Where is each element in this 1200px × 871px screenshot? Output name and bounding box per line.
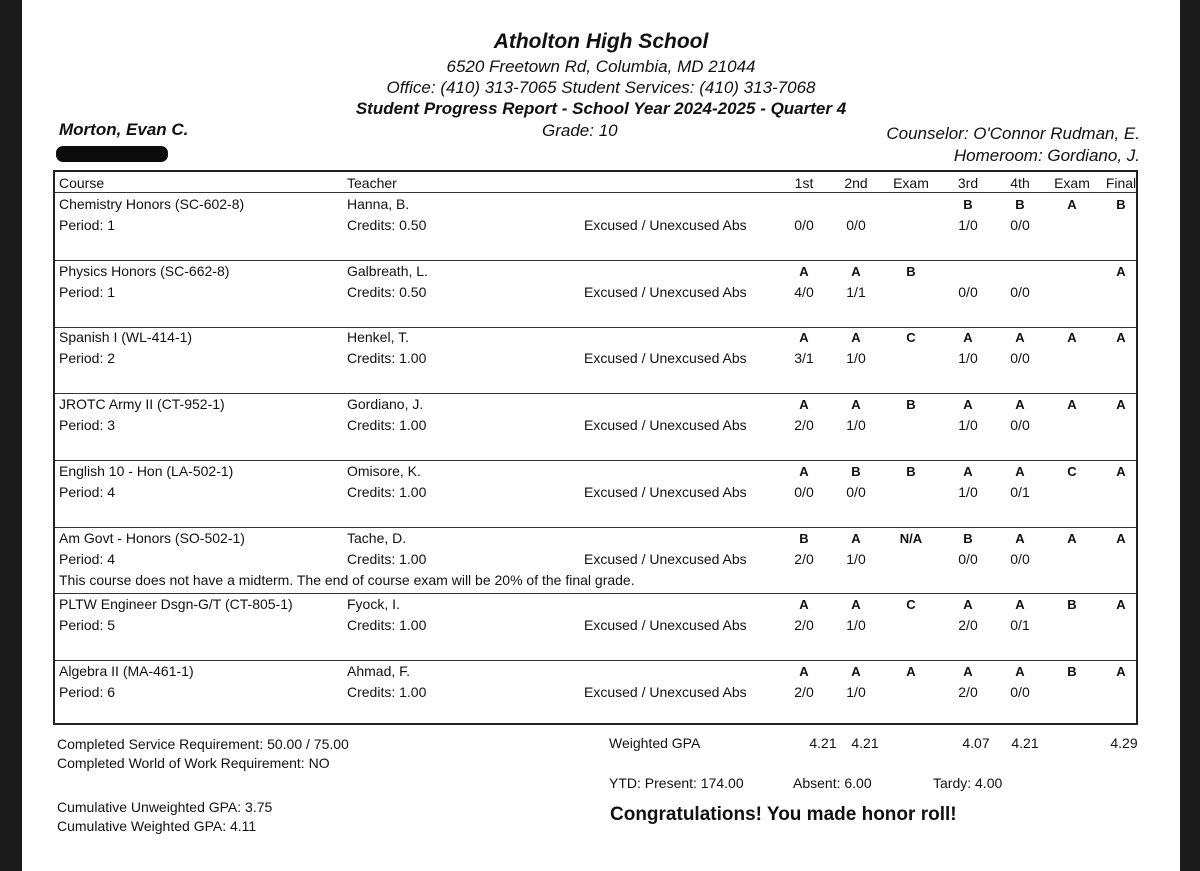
absence-label: Excused / Unexcused Abs xyxy=(584,684,747,700)
grade-q4: A xyxy=(1015,597,1025,612)
grade-final: B xyxy=(1116,197,1126,212)
row-divider xyxy=(55,260,1136,261)
grade-q4: A xyxy=(1015,397,1025,412)
grades-table xyxy=(53,170,1138,725)
course-period: Period: 1 xyxy=(59,217,116,233)
teacher-name: Gordiano, J. xyxy=(347,396,424,412)
absences-q4: 0/0 xyxy=(1010,217,1030,233)
grade-q3: A xyxy=(963,464,973,479)
grade-exam1: C xyxy=(906,597,916,612)
course-credits: Credits: 0.50 xyxy=(347,284,427,300)
world-of-work-requirement: Completed World of Work Requirement: NO xyxy=(57,755,330,771)
grade-exam1: C xyxy=(906,330,916,345)
teacher-name: Fyock, I. xyxy=(347,596,400,612)
course-credits: Credits: 1.00 xyxy=(347,417,427,433)
grade-q3: A xyxy=(963,330,973,345)
grade-q1: A xyxy=(799,464,809,479)
grade-final: A xyxy=(1116,264,1126,279)
grade-exam2: A xyxy=(1067,197,1077,212)
grade-q1: B xyxy=(799,531,809,546)
absences-q2: 1/0 xyxy=(846,350,866,366)
weighted-gpa-q2: 4.21 xyxy=(851,735,879,751)
absences-q3: 2/0 xyxy=(958,684,978,700)
absences-q2: 1/1 xyxy=(846,284,866,300)
absences-q1: 2/0 xyxy=(794,417,814,433)
course-period: Period: 4 xyxy=(59,551,116,567)
grade-q2: A xyxy=(851,531,861,546)
absences-q1: 2/0 xyxy=(794,684,814,700)
school-name: Atholton High School xyxy=(493,30,709,53)
grade-q1: A xyxy=(799,330,809,345)
grade-q2: A xyxy=(851,264,861,279)
absences-q4: 0/1 xyxy=(1010,484,1030,500)
absences-q3: 1/0 xyxy=(958,350,978,366)
grade-q4: A xyxy=(1015,464,1025,479)
grade-exam2: B xyxy=(1067,664,1077,679)
absence-label: Excused / Unexcused Abs xyxy=(584,217,747,233)
grade-q3: B xyxy=(963,531,973,546)
grade-exam1: B xyxy=(906,464,916,479)
course-credits: Credits: 1.00 xyxy=(347,350,427,366)
absence-label: Excused / Unexcused Abs xyxy=(584,417,747,433)
absences-q1: 3/1 xyxy=(794,350,814,366)
teacher-name: Omisore, K. xyxy=(347,463,421,479)
header-teacher: Teacher xyxy=(347,175,397,191)
report-page xyxy=(22,0,1180,871)
course-name: English 10 - Hon (LA-502-1) xyxy=(59,463,234,479)
grade-exam2: C xyxy=(1067,464,1077,479)
grade-q3: A xyxy=(963,664,973,679)
absences-q4: 0/1 xyxy=(1010,617,1030,633)
header-q1: 1st xyxy=(794,175,814,191)
grade-final: A xyxy=(1116,664,1126,679)
absences-q1: 0/0 xyxy=(794,217,814,233)
header-exam2: Exam xyxy=(1054,175,1090,191)
grade-exam2: A xyxy=(1067,330,1077,345)
counselor: Counselor: O'Connor Rudman, E. xyxy=(886,124,1140,143)
absences-q4: 0/0 xyxy=(1010,684,1030,700)
course-name: Physics Honors (SC-662-8) xyxy=(59,263,230,279)
row-divider xyxy=(55,527,1136,528)
header-q2: 2nd xyxy=(844,175,868,191)
course-name: JROTC Army II (CT-952-1) xyxy=(59,396,225,412)
grade-q2: B xyxy=(851,464,861,479)
homeroom: Homeroom: Gordiano, J. xyxy=(953,146,1140,165)
course-note: This course does not have a midterm. The end of course exam will be 20% of the final grade. xyxy=(59,572,635,588)
student-name: Morton, Evan C. xyxy=(59,120,189,139)
course-period: Period: 1 xyxy=(59,284,116,300)
course-credits: Credits: 1.00 xyxy=(347,484,427,500)
header-course: Course xyxy=(59,175,105,191)
absences-q2: 1/0 xyxy=(846,551,866,567)
absences-q3: 1/0 xyxy=(958,417,978,433)
teacher-name: Ahmad, F. xyxy=(347,663,411,679)
header-q3: 3rd xyxy=(957,175,979,191)
service-requirement: Completed Service Requirement: 50.00 / 75.00 xyxy=(57,736,349,752)
absences-q2: 1/0 xyxy=(846,417,866,433)
grade-q2: A xyxy=(851,397,861,412)
weighted-gpa-final: 4.29 xyxy=(1110,735,1138,751)
course-period: Period: 2 xyxy=(59,350,116,366)
header-exam1: Exam xyxy=(893,175,929,191)
teacher-name: Galbreath, L. xyxy=(347,263,428,279)
report-title: Student Progress Report - School Year 2024-2025 - Quarter 4 xyxy=(355,99,847,118)
course-period: Period: 5 xyxy=(59,617,116,633)
absence-label: Excused / Unexcused Abs xyxy=(584,617,747,633)
grade-final: A xyxy=(1116,464,1126,479)
absences-q3: 1/0 xyxy=(958,484,978,500)
course-credits: Credits: 1.00 xyxy=(347,551,427,567)
absence-label: Excused / Unexcused Abs xyxy=(584,484,747,500)
row-divider xyxy=(55,393,1136,394)
absences-q4: 0/0 xyxy=(1010,350,1030,366)
ytd-absent: Absent: 6.00 xyxy=(793,775,872,791)
grade-final: A xyxy=(1116,330,1126,345)
grade-exam1: N/A xyxy=(899,531,923,546)
grade-q1: A xyxy=(799,397,809,412)
header-final: Final xyxy=(1105,175,1137,191)
absences-q3: 2/0 xyxy=(958,617,978,633)
grade-final: A xyxy=(1116,397,1126,412)
absences-q2: 1/0 xyxy=(846,684,866,700)
absences-q4: 0/0 xyxy=(1010,551,1030,567)
course-period: Period: 6 xyxy=(59,684,116,700)
teacher-name: Henkel, T. xyxy=(347,329,409,345)
grade-final: A xyxy=(1116,531,1126,546)
grade-q1: A xyxy=(799,664,809,679)
grade-q4: A xyxy=(1015,664,1025,679)
course-credits: Credits: 1.00 xyxy=(347,617,427,633)
grade-q3: B xyxy=(963,197,973,212)
weighted-gpa-q1: 4.21 xyxy=(809,735,837,751)
row-divider xyxy=(55,460,1136,461)
grade-exam1: B xyxy=(906,397,916,412)
header-q4: 4th xyxy=(1010,175,1030,191)
honor-roll-message: Congratulations! You made honor roll! xyxy=(610,804,957,825)
absences-q1: 2/0 xyxy=(794,551,814,567)
course-credits: Credits: 0.50 xyxy=(347,217,427,233)
course-name: Spanish I (WL-414-1) xyxy=(59,329,193,345)
weighted-gpa-label: Weighted GPA xyxy=(609,735,701,751)
weighted-gpa-q3: 4.07 xyxy=(962,735,990,751)
absences-q4: 0/0 xyxy=(1010,284,1030,300)
grade-q3: A xyxy=(963,597,973,612)
grade-q1: A xyxy=(799,597,809,612)
grade-exam2: B xyxy=(1067,597,1077,612)
absence-label: Excused / Unexcused Abs xyxy=(584,350,747,366)
student-grade: Grade: 10 xyxy=(542,121,618,140)
grade-q4: B xyxy=(1015,197,1025,212)
redacted-student-id xyxy=(56,146,168,162)
grade-exam2: A xyxy=(1067,397,1077,412)
absences-q3: 1/0 xyxy=(958,217,978,233)
teacher-name: Tache, D. xyxy=(347,530,407,546)
course-name: PLTW Engineer Dsgn-G/T (CT-805-1) xyxy=(59,596,293,612)
cumulative-unweighted-gpa: Cumulative Unweighted GPA: 3.75 xyxy=(57,799,273,815)
row-divider xyxy=(55,660,1136,661)
grade-exam1: B xyxy=(906,264,916,279)
absences-q2: 0/0 xyxy=(846,484,866,500)
ytd-present: YTD: Present: 174.00 xyxy=(609,775,744,791)
absences-q3: 0/0 xyxy=(958,551,978,567)
grade-exam2: A xyxy=(1067,531,1077,546)
absence-label: Excused / Unexcused Abs xyxy=(584,551,747,567)
teacher-name: Hanna, B. xyxy=(347,196,410,212)
absences-q1: 4/0 xyxy=(794,284,814,300)
grade-q4: A xyxy=(1015,531,1025,546)
grade-final: A xyxy=(1116,597,1126,612)
absences-q2: 1/0 xyxy=(846,617,866,633)
grade-q3: A xyxy=(963,397,973,412)
course-period: Period: 3 xyxy=(59,417,116,433)
grade-q4: A xyxy=(1015,330,1025,345)
ytd-tardy: Tardy: 4.00 xyxy=(933,775,1003,791)
absences-q2: 0/0 xyxy=(846,217,866,233)
grade-exam1: A xyxy=(906,664,916,679)
absences-q3: 0/0 xyxy=(958,284,978,300)
row-divider xyxy=(55,593,1136,594)
school-phones: Office: (410) 313-7065 Student Services: (410) 313-7068 xyxy=(386,78,816,97)
course-period: Period: 4 xyxy=(59,484,116,500)
row-divider xyxy=(55,327,1136,328)
cumulative-weighted-gpa: Cumulative Weighted GPA: 4.11 xyxy=(57,818,257,834)
grade-q2: A xyxy=(851,330,861,345)
grade-q1: A xyxy=(799,264,809,279)
absences-q4: 0/0 xyxy=(1010,417,1030,433)
absences-q1: 0/0 xyxy=(794,484,814,500)
absence-label: Excused / Unexcused Abs xyxy=(584,284,747,300)
weighted-gpa-q4: 4.21 xyxy=(1011,735,1039,751)
grade-q2: A xyxy=(851,597,861,612)
grade-q2: A xyxy=(851,664,861,679)
header-divider xyxy=(55,192,1136,193)
absences-q1: 2/0 xyxy=(794,617,814,633)
course-name: Am Govt - Honors (SO-502-1) xyxy=(59,530,245,546)
course-name: Chemistry Honors (SC-602-8) xyxy=(59,196,245,212)
course-credits: Credits: 1.00 xyxy=(347,684,427,700)
school-address: 6520 Freetown Rd, Columbia, MD 21044 xyxy=(446,57,756,76)
course-name: Algebra II (MA-461-1) xyxy=(59,663,194,679)
